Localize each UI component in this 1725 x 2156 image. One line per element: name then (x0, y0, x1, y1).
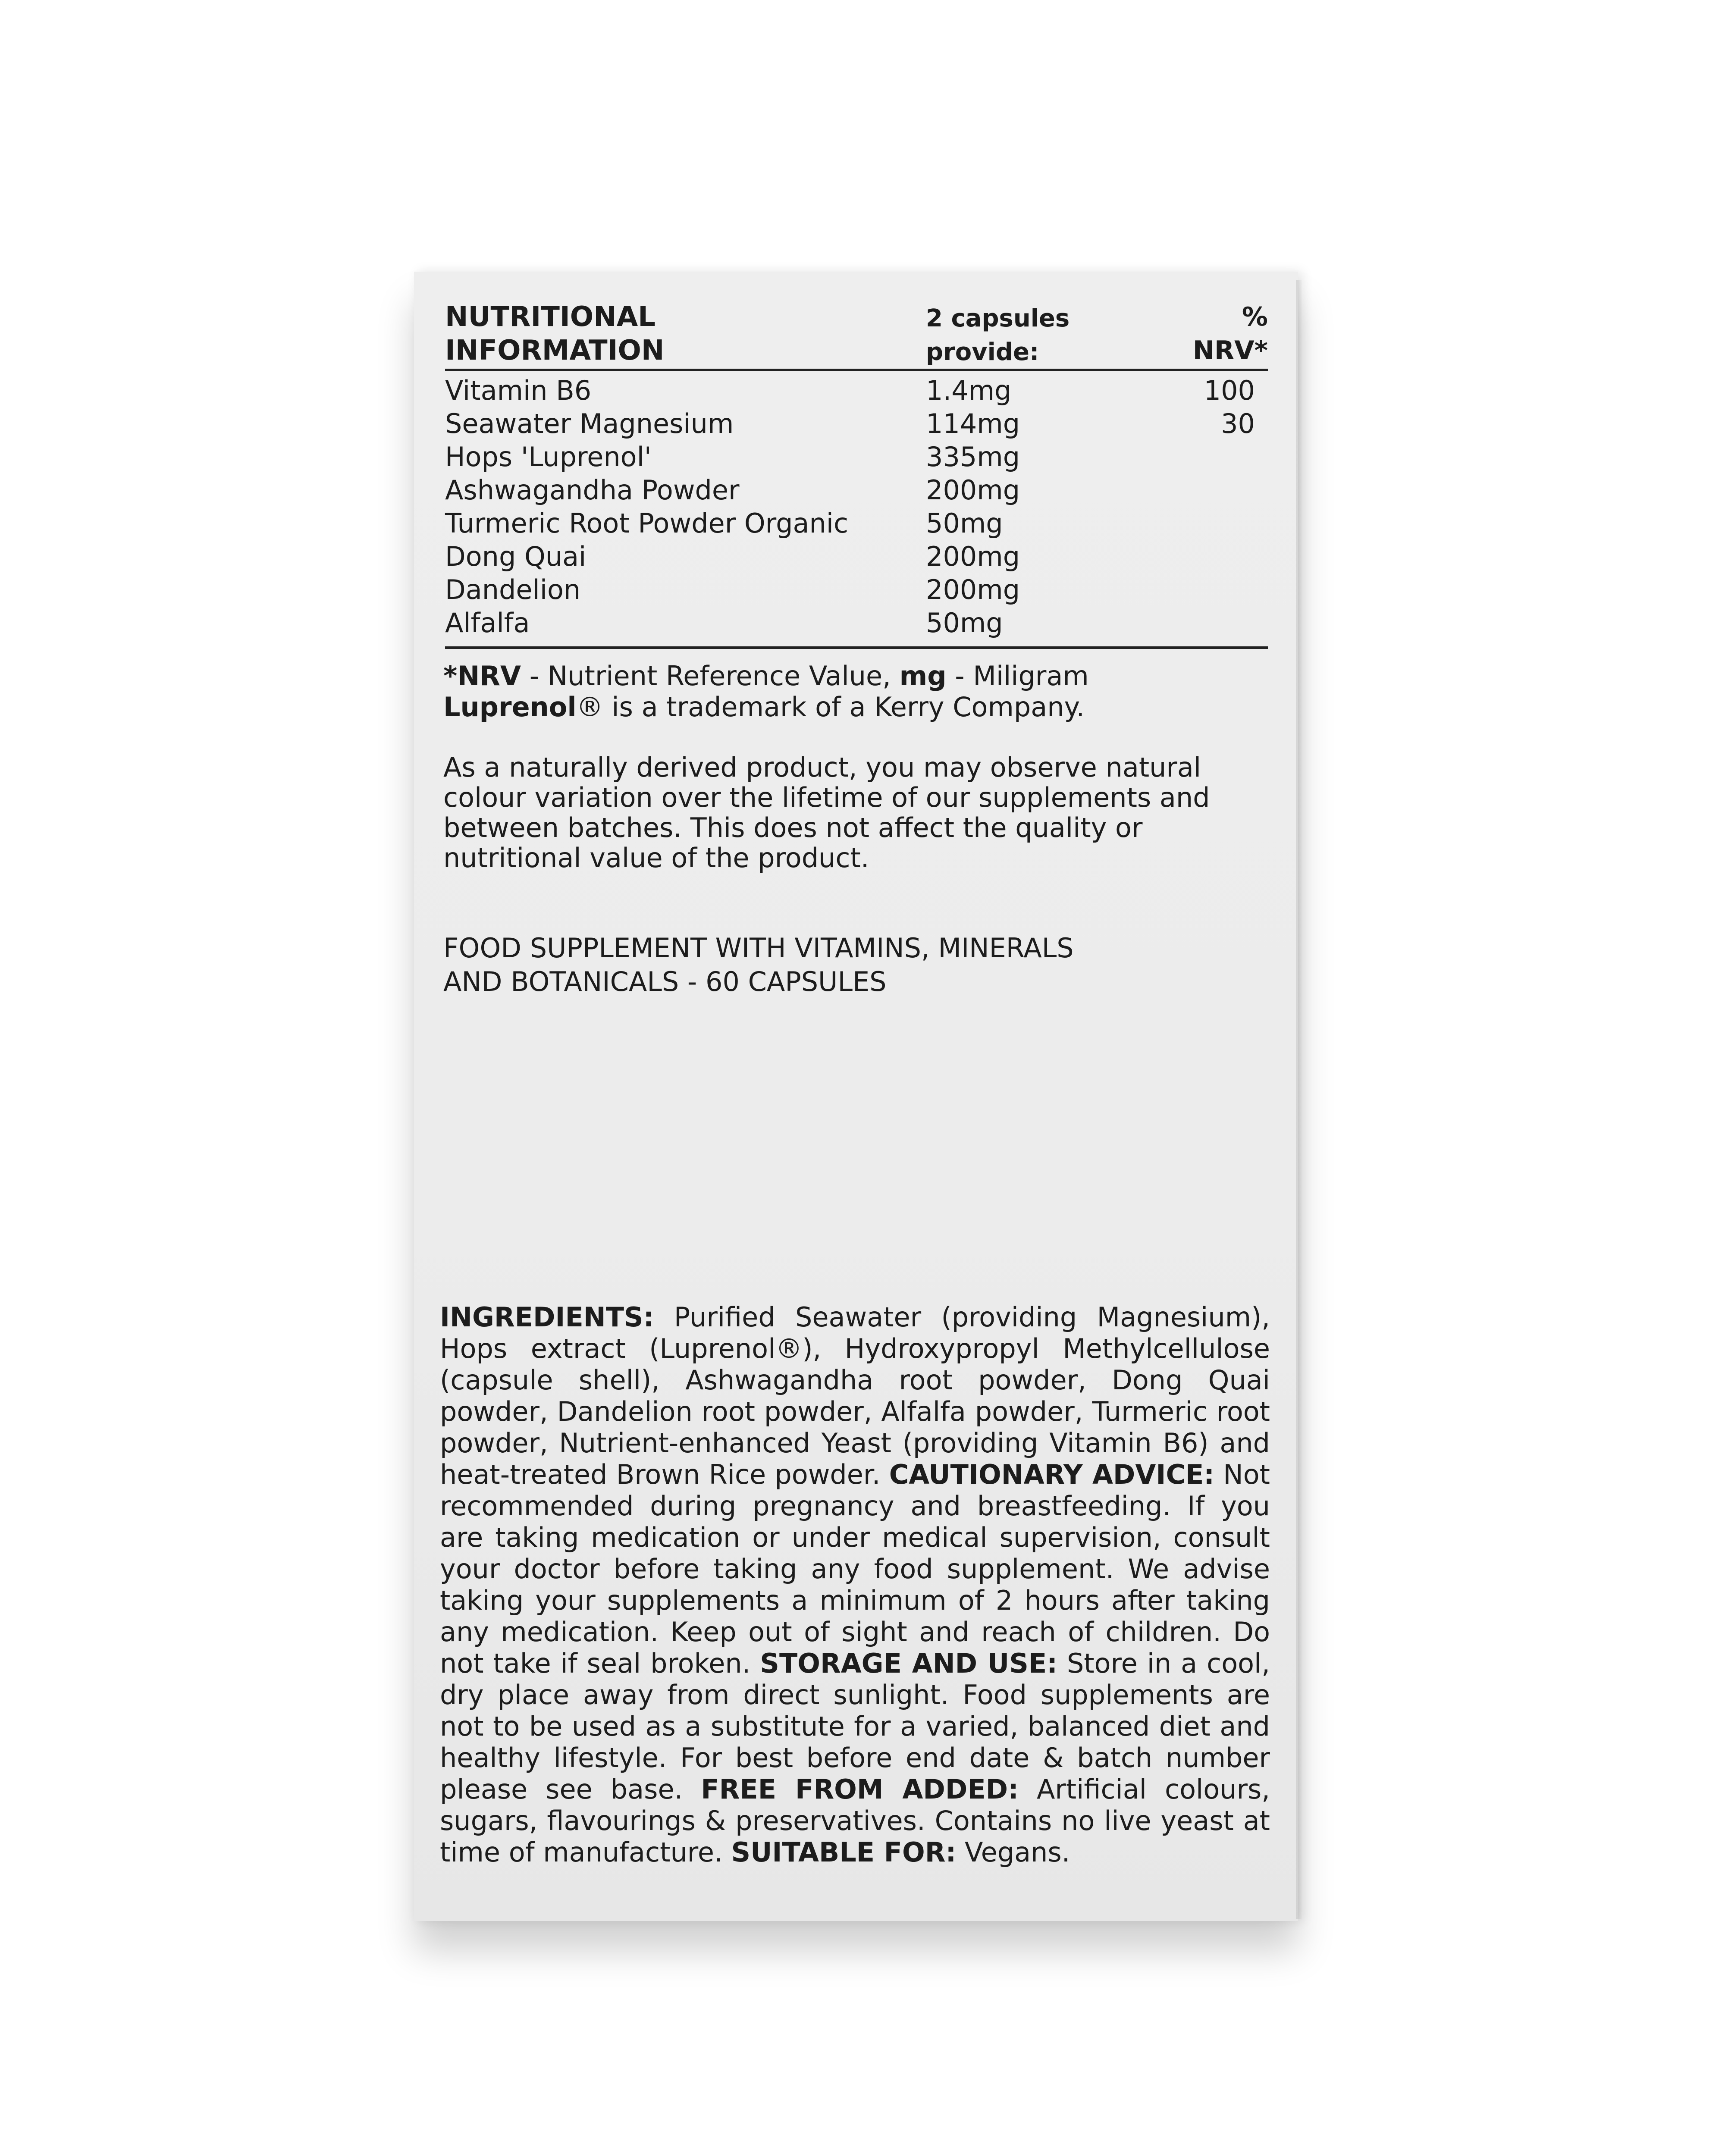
nutrient-nrv: 30 (1221, 408, 1255, 439)
nutrition-row (445, 606, 1268, 639)
ingredients-block (440, 1301, 1270, 1868)
cautionary-text: Not recommended during pregnancy and breastfeeding. If you are taking medication or under medical supervision, consult your doctor before taking any food supplement. We advise taking your supplements a minimum of 2 hours after taking any medication. Keep out of sight and reach of children. Do not take if seal broken. (440, 1459, 1270, 1679)
nutrient-amount: 50mg (926, 508, 1003, 539)
luprenol-term: Luprenol (443, 691, 577, 723)
nutrition-row (445, 507, 1268, 540)
mg-term: mg (899, 660, 947, 692)
mg-definition: - Miligram (946, 660, 1089, 692)
nutrition-row (445, 540, 1268, 573)
nutrition-row (445, 573, 1268, 606)
nutrient-amount: 200mg (926, 574, 1020, 605)
nutrition-table (445, 298, 1268, 649)
nrv-term: *NRV (443, 660, 521, 692)
nutrient-name: Dong Quai (445, 541, 586, 572)
nrv-footnote-line (443, 661, 1263, 692)
nutrition-table-header (445, 298, 1268, 371)
storage-label: STORAGE AND USE: (760, 1648, 1058, 1679)
nutrient-amount: 200mg (926, 474, 1020, 506)
nutrition-row (445, 374, 1268, 407)
suitable-for-text: Vegans. (956, 1836, 1070, 1868)
nutrient-amount: 200mg (926, 541, 1020, 572)
nutrient-name: Vitamin B6 (445, 375, 592, 406)
nutrition-row (445, 473, 1268, 507)
trademark-text: ® is a trademark of a Kerry Company. (576, 691, 1085, 723)
ingredients-label: INGREDIENTS: (440, 1301, 654, 1333)
supplement-box-back (414, 272, 1298, 1921)
nutrient-name: Alfalfa (445, 607, 530, 639)
colour-note-line: nutritional value of the product. (443, 842, 869, 874)
food-supplement-statement (443, 931, 1263, 999)
colour-note-line: colour variation over the lifetime of our supplements and (443, 782, 1210, 813)
colour-variation-note (443, 752, 1263, 873)
nutrition-header-nrv: % NRV* (1192, 302, 1268, 366)
nrv-definition: - Nutrient Reference Value, (521, 660, 900, 692)
nutrient-amount: 114mg (926, 408, 1020, 439)
nutrient-name: Seawater Magnesium (445, 408, 734, 439)
food-supplement-line: FOOD SUPPLEMENT WITH VITAMINS, MINERALS (443, 932, 1074, 964)
colour-note-line: between batches. This does not affect the quality or (443, 812, 1143, 843)
nutrient-amount: 335mg (926, 441, 1020, 473)
ingredients-text: Purified Seawater (providing Magnesium), Hops extract (Luprenol®), Hydroxypropyl Methylcellulose (capsule shell), Ashwagandha root powder, Dong Quai powder, Dandelion root powder, Alfalfa powder, Turmeric root powder, Nutrient-enhanced Yeast (providing Vitamin B6) and heat-treated Brown Rice powder. (440, 1301, 1270, 1490)
nutrient-name: Ashwagandha Powder (445, 474, 740, 506)
storage-text: Store in a cool, dry place away from direct sunlight. Food supplements are not to be used as a substitute for a varied, balanced diet and healthy lifestyle. For best before end date & batch number please see base. (440, 1648, 1270, 1805)
suitable-for-label: SUITABLE FOR: (731, 1836, 957, 1868)
colour-note-line: As a naturally derived product, you may observe natural (443, 752, 1201, 783)
nutrition-footnote (443, 661, 1263, 723)
free-from-text: Artificial colours, sugars, flavourings & preservatives. Contains no live yeast at time of manufacture. (440, 1774, 1270, 1868)
nutrient-name: Dandelion (445, 574, 581, 605)
free-from-label: FREE FROM ADDED: (701, 1774, 1019, 1805)
trademark-line (443, 692, 1263, 723)
cautionary-label: CAUTIONARY ADVICE: (889, 1459, 1215, 1490)
nutrition-rows (445, 371, 1268, 649)
food-supplement-line: AND BOTANICALS - 60 CAPSULES (443, 966, 887, 997)
nutrient-name: Hops 'Luprenol' (445, 441, 652, 473)
nutrition-header-title: NUTRITIONAL INFORMATION (445, 301, 665, 367)
nutrient-amount: 50mg (926, 607, 1003, 639)
nutrition-row (445, 407, 1268, 440)
nutrition-row (445, 440, 1268, 473)
nutrient-amount: 1.4mg (926, 375, 1012, 406)
nutrition-header-capsules: 2 capsules provide: (926, 304, 1070, 366)
nutrient-name: Turmeric Root Powder Organic (445, 508, 849, 539)
nutrient-nrv: 100 (1204, 375, 1255, 406)
